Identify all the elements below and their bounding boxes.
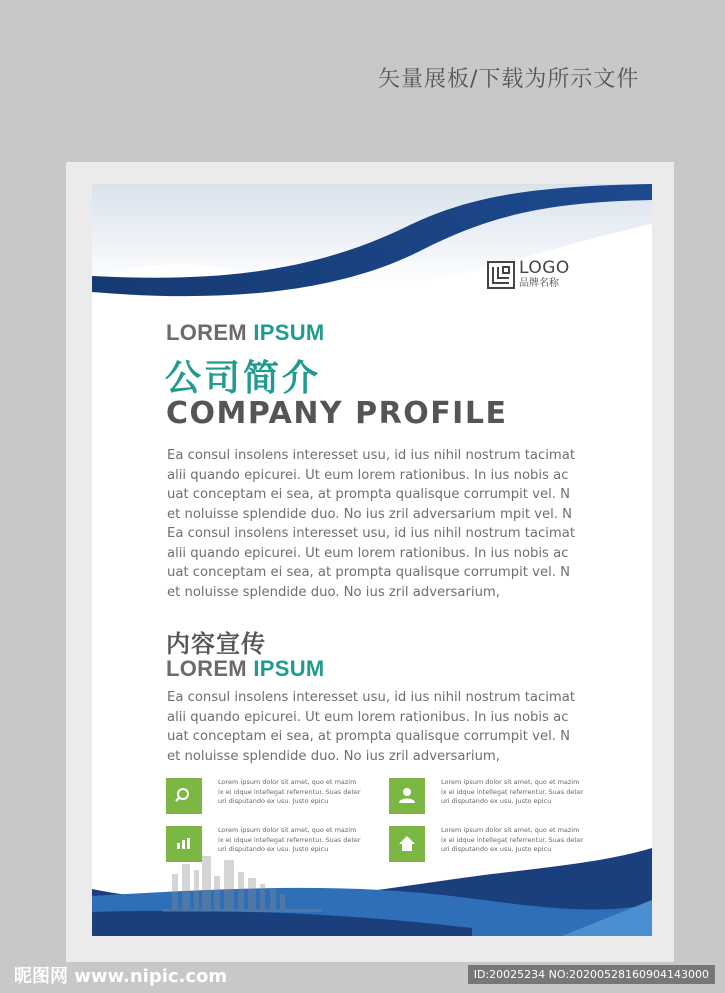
feature-line: ix ei idque intellegat referrentur. Suas deter: [218, 787, 361, 796]
page-caption: 矢量展板/下载为所示文件: [378, 67, 640, 92]
section1-kicker: [166, 320, 325, 346]
section2-kicker: [166, 656, 325, 682]
feature-item: [166, 778, 368, 814]
search-icon: [166, 778, 202, 814]
paragraph-line: uat conceptam ei sea, at prompta qualisque corrumpit vel. N: [167, 565, 571, 580]
profile-paragraph: [167, 446, 587, 602]
feature-line: ix ei idque intellegat referrentur. Suas deter: [218, 835, 361, 844]
feature-item: [166, 826, 368, 862]
logo-word: LOGO: [519, 258, 570, 278]
paragraph-line: Ea consul insolens interesset usu, id ius nihil nostrum tacimat: [167, 448, 576, 463]
kicker-accent: IPSUM: [253, 320, 325, 345]
paragraph-line: et noluisse splendide duo. No ius zril adversarium,: [167, 584, 500, 600]
kicker-accent: IPSUM: [253, 656, 325, 681]
logo-mark-icon: [487, 261, 515, 289]
feature-line: Lorem ipsum dolor sit amet, quo et mazim: [441, 778, 580, 786]
paragraph-line: alii quando epicurei. Ut eum lorem rationibus. In ius nobis ac: [167, 545, 569, 561]
paragraph-line: Ea consul insolens interesset usu, id ius nihil nostrum tacimat: [167, 526, 576, 541]
home-icon: [389, 826, 425, 862]
poster: [92, 184, 652, 936]
kicker-plain: LOREM: [166, 656, 254, 681]
brand-logo: [487, 260, 570, 289]
user-icon: [389, 778, 425, 814]
feature-line: uri disputando ex usu. Justo epicu: [441, 845, 552, 853]
feature-item: [389, 778, 591, 814]
feature-line: Lorem ipsum dolor sit amet, quo et mazim: [218, 826, 357, 834]
paragraph-line: et noluisse splendide duo. No ius zril adversarium,: [167, 748, 500, 764]
feature-line: ix ei idque intellegat referrentur. Suas deter: [441, 787, 584, 796]
paragraph-line: uat conceptam ei sea, at prompta qualisque corrumpit vel. N: [167, 487, 571, 502]
paragraph-line: alii quando epicurei. Ut eum lorem rationibus. In ius nobis ac: [167, 709, 569, 725]
kicker-plain: LOREM: [166, 320, 254, 345]
bar-chart-icon: [166, 826, 202, 862]
site-watermark: 昵图网 www.nipic.com: [14, 966, 228, 987]
cn-title: 公司简介: [165, 358, 322, 399]
feature-line: uri disputando ex usu. Justo epicu: [218, 797, 329, 805]
paragraph-line: alii quando epicurei. Ut eum lorem rationibus. In ius nobis ac: [167, 467, 569, 483]
content-paragraph: [167, 688, 587, 766]
en-title: COMPANY PROFILE: [166, 396, 508, 431]
section2-cn-title: 内容宣传: [166, 630, 266, 658]
paragraph-line: Ea consul insolens interesset usu, id ius nihil nostrum tacimat: [167, 690, 576, 705]
feature-line: Lorem ipsum dolor sit amet, quo et mazim: [441, 826, 580, 834]
feature-item: [389, 826, 591, 862]
image-id-watermark: ID:20025234 NO:20200528160904143000: [468, 965, 715, 984]
feature-line: uri disputando ex usu. Justo epicu: [441, 797, 552, 805]
paragraph-line: uat conceptam ei sea, at prompta qualisque corrumpit vel. N: [167, 729, 571, 744]
feature-line: Lorem ipsum dolor sit amet, quo et mazim: [218, 778, 357, 786]
feature-line: uri disputando ex usu. Justo epicu: [218, 845, 329, 853]
feature-line: ix ei idque intellegat referrentur. Suas deter: [441, 835, 584, 844]
paragraph-line: et noluisse splendide duo. No ius zril adversarium mpit vel. N: [167, 506, 573, 522]
brand-name: 品牌名称: [519, 278, 559, 289]
